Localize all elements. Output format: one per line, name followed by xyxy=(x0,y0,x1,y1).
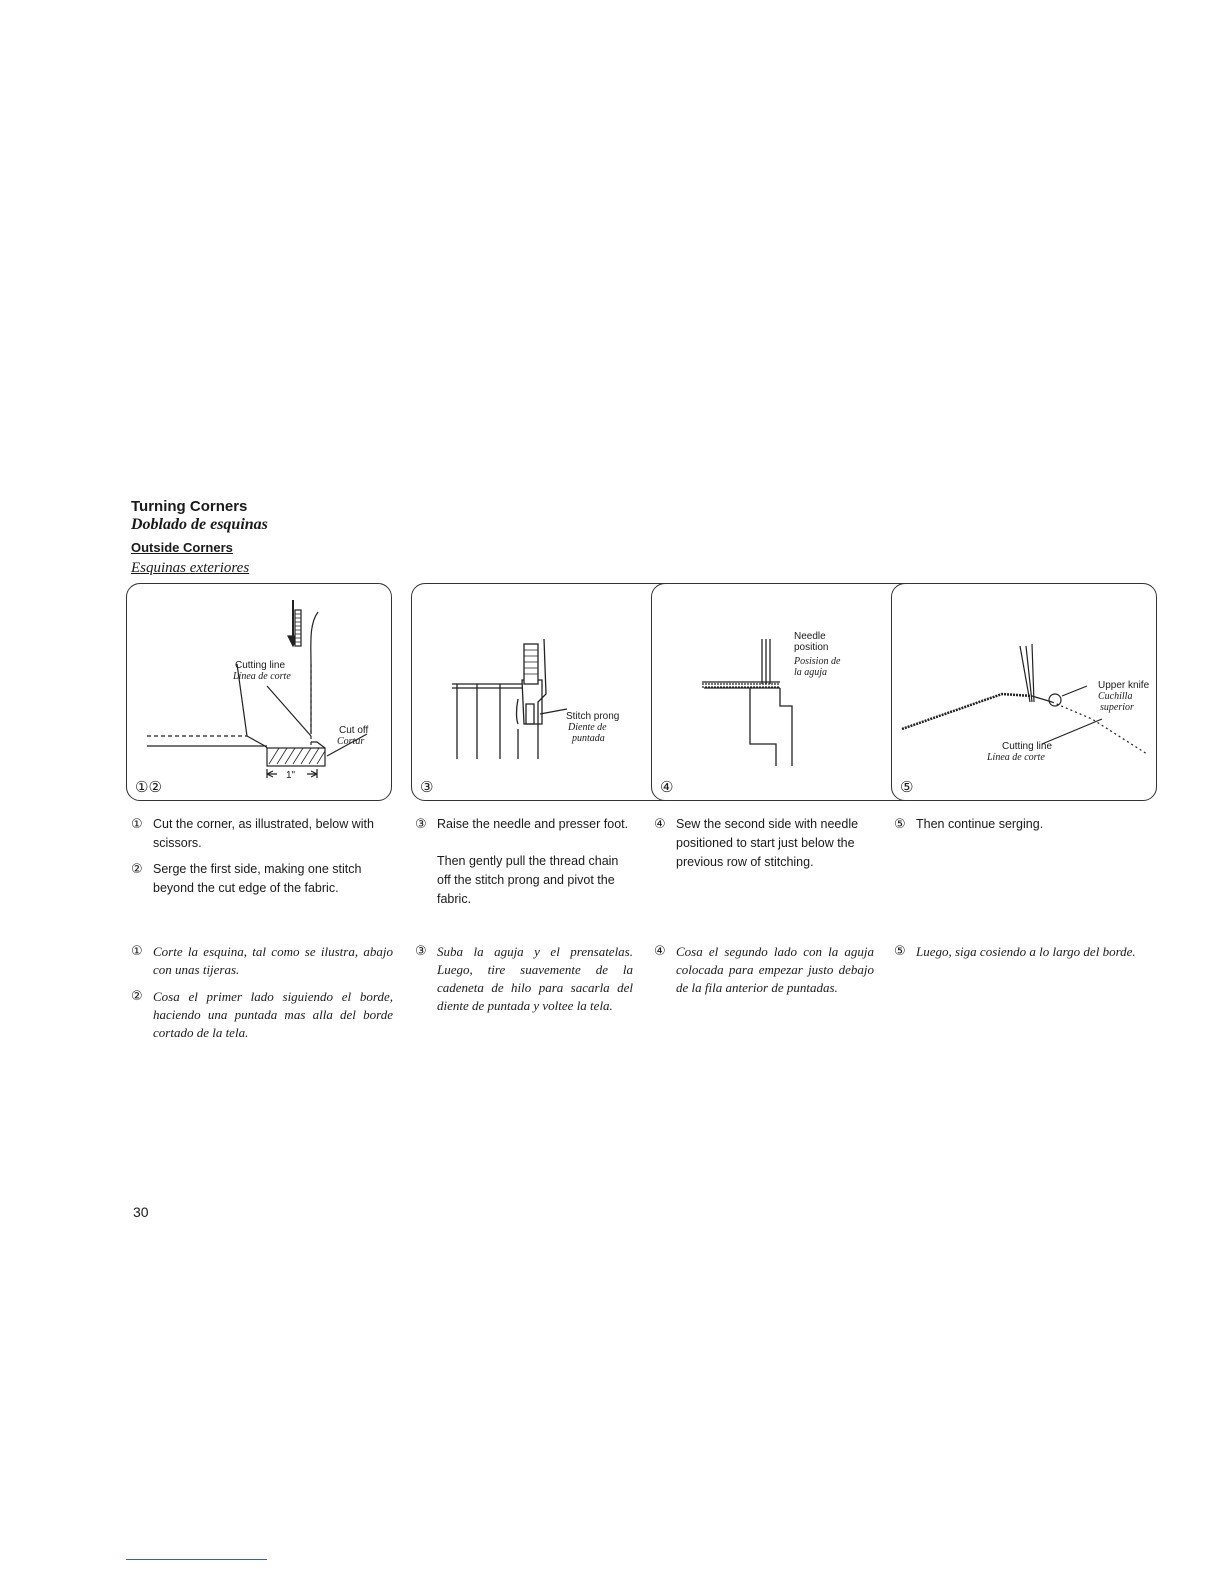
panel-number: ①② xyxy=(135,778,162,796)
step-es-4: ④ Cosa el segundo lado con la aguja colocada para empezar justo debajo de la fila anterior de puntadas. xyxy=(654,944,874,995)
cut-off-label-es: Cortar xyxy=(337,736,365,747)
panel-number: ④ xyxy=(660,778,674,796)
needle-position-label: Needle xyxy=(794,631,826,642)
upper-knife-label-es: Cuchilla xyxy=(1098,691,1133,702)
cutting-line-label-es: Línea de corte xyxy=(233,671,291,682)
upper-knife-label-es-2: superior xyxy=(1100,702,1134,713)
cut-corner-illustration xyxy=(127,584,392,801)
subsection-title-es: Esquinas exteriores xyxy=(131,560,250,576)
panel-number: ⑤ xyxy=(900,778,914,796)
step-es-3: ③ Suba la aguja y el prensatelas. Luego, tire suavemente de la cadeneta de hilo para sacarla del diente de puntada y voltee la tela. xyxy=(415,944,633,1013)
illustration-panel-1 xyxy=(126,583,392,801)
step-es-1: ① Corte la esquina, tal como se ilustra, abajo con unas tijeras. xyxy=(131,944,393,977)
upper-knife-label: Upper knife xyxy=(1098,680,1150,691)
footer-rule xyxy=(126,1559,267,1560)
needle-position-label-es: Posision de xyxy=(794,656,841,667)
section-title-es: Doblado de esquinas xyxy=(131,516,268,533)
step-en-1: ① Cut the corner, as illustrated, below with scissors. xyxy=(131,817,374,850)
needle-position-label-2: position xyxy=(794,642,829,653)
presser-foot-illustration xyxy=(412,584,677,801)
stitch-prong-label-es-2: puntada xyxy=(572,733,605,744)
illustration-panel-2 xyxy=(411,583,677,801)
step-en-5: ⑤ Then continue serging. xyxy=(894,817,1044,832)
step-en-4: ④ Sew the second side with needle positioned to start just below the previous row of stitching. xyxy=(654,817,859,869)
step-en-2: ② Serge the first side, making one stitch beyond the cut edge of the fabric. xyxy=(131,862,362,895)
page-number: 30 xyxy=(133,1204,149,1220)
stitch-prong-label-es: Diente de xyxy=(568,722,607,733)
cut-off-label: Cut off xyxy=(339,725,369,736)
needle-position-label-es-2: la aguja xyxy=(794,667,828,678)
panel-number: ③ xyxy=(420,778,434,796)
cutting-line-label: Cutting line xyxy=(1002,741,1053,752)
illustration-panel-4 xyxy=(891,583,1157,801)
step-es-5: ⑤ Luego, siga cosiendo a lo largo del borde. xyxy=(894,944,1136,959)
step-es-2: ② Cosa el primer lado siguiendo el borde, haciendo una puntada mas alla del borde cortado de la tela. xyxy=(131,989,393,1040)
step-en-3: ③ Raise the needle and presser foot. xyxy=(415,817,629,832)
cutting-line-label: Cutting line xyxy=(235,660,286,671)
subsection-title: Outside Corners xyxy=(131,540,233,555)
needle-position-illustration xyxy=(652,584,917,801)
step-en-3-continued: Then gently pull the thread chain off the stitch prong and pivot the fabric. xyxy=(437,854,619,906)
stitch-prong-label: Stitch prong xyxy=(566,711,620,722)
illustration-panel-3 xyxy=(651,583,917,801)
cutting-line-label-es: Línea de corte xyxy=(987,752,1045,763)
section-title: Turning Corners xyxy=(131,498,248,515)
dimension-label: 1" xyxy=(286,770,296,781)
